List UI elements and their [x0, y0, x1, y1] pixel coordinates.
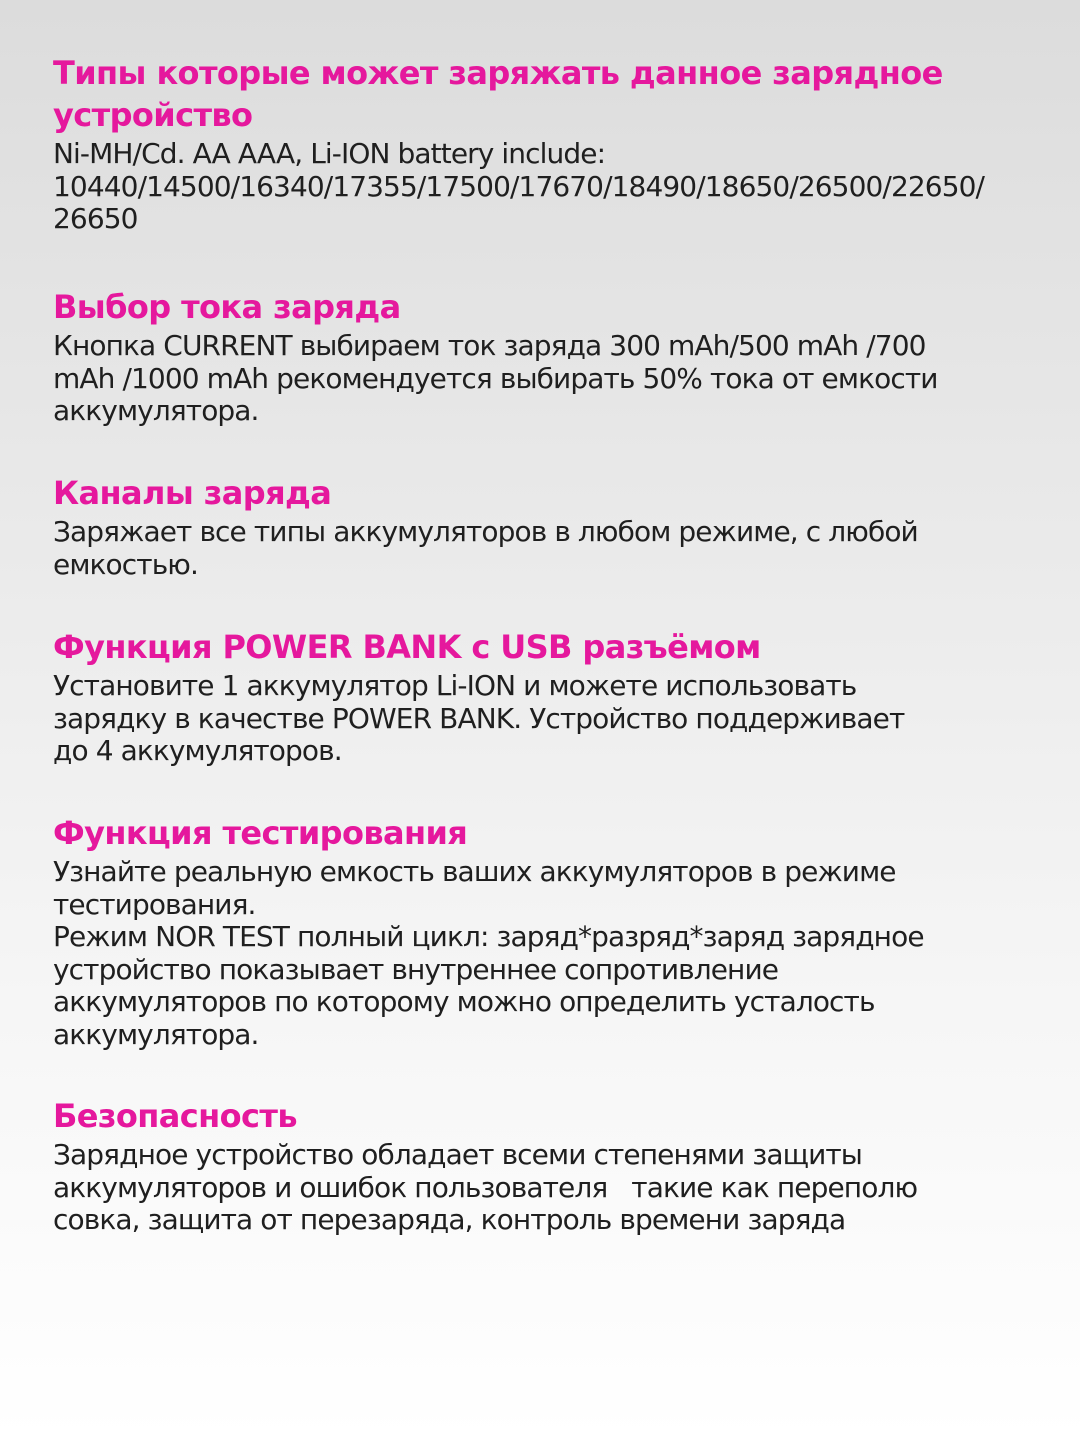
body-line: аккумулятора. — [53, 1017, 259, 1051]
section-body — [53, 670, 1033, 768]
section-body — [53, 856, 1033, 1051]
body-line: до 4 аккумуляторов. — [53, 734, 342, 767]
section-body — [53, 1139, 1033, 1237]
body-line: аккумуляторов и ошибок пользователя такие как переполю — [53, 1170, 918, 1204]
section-testing — [53, 812, 1033, 1051]
body-line: аккумуляторов по которому можно определить усталость — [53, 985, 875, 1018]
section-safety — [53, 1095, 1033, 1237]
body-line: 10440/14500/16340/17355/17500/17670/18490/18650/26500/22650/ — [53, 169, 985, 203]
body-line: тестирования. — [53, 887, 256, 921]
body-line: устройство показывает внутреннее сопротивление — [53, 952, 779, 986]
body-line: аккумулятора. — [53, 394, 259, 427]
section-heading: Выбор тока заряда — [53, 288, 401, 326]
section-heading: Функция тестирования — [53, 814, 468, 852]
body-line: Заряжает все типы аккумуляторов в любом режиме, с любой — [53, 515, 918, 548]
body-line: Зарядное устройство обладает всеми степенями защиты — [53, 1138, 862, 1171]
body-line: совка, защита от перезаряда, контроль времени заряда — [53, 1203, 846, 1236]
section-body — [53, 138, 1033, 236]
body-line: 26650 — [53, 202, 138, 235]
section-heading: Каналы заряда — [53, 474, 332, 512]
body-line: Ni-MH/Cd. AA AAA, Li-ION battery include: — [53, 137, 606, 170]
body-line: Режим NOR TEST полный цикл: заряд*разряд*заряд зарядное — [53, 920, 924, 953]
body-line: Узнайте реальную емкость ваших аккумуляторов в режиме — [53, 855, 896, 888]
section-current-selection — [53, 286, 1033, 428]
section-charge-channels — [53, 472, 1033, 581]
body-line: mAh /1000 mAh рекомендуется выбирать 50% тока от емкости — [53, 361, 938, 395]
body-line: зарядку в качестве POWER BANK. Устройство поддерживает — [53, 701, 905, 735]
body-line: Установите 1 аккумулятор Li-ION и можете использовать — [53, 669, 857, 702]
section-heading: Функция POWER BANK c USB разъёмом — [53, 628, 761, 666]
body-line: Кнопка CURRENT выбираем ток заряда 300 mAh/500 mAh /700 — [53, 329, 926, 362]
section-power-bank — [53, 626, 1033, 768]
section-heading: Типы которые может заряжать данное зарядное устройство — [53, 54, 943, 134]
section-heading: Безопасность — [53, 1097, 297, 1135]
section-body — [53, 330, 1033, 428]
body-line: емкостью. — [53, 547, 198, 581]
section-battery-types — [53, 52, 1033, 236]
section-body — [53, 516, 1033, 581]
